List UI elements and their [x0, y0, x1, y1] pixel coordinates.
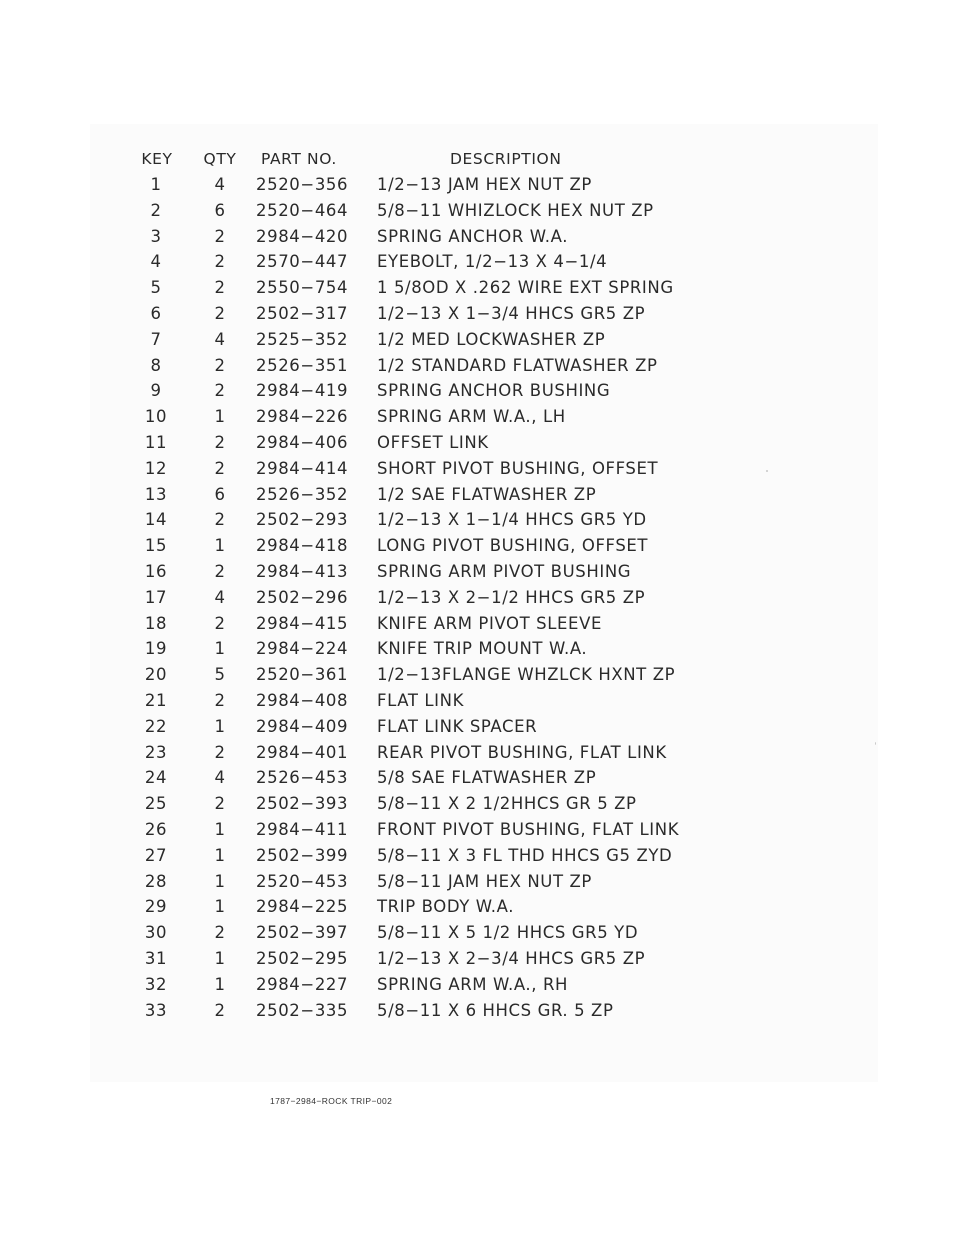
row-key: 5 [150, 278, 162, 298]
row-qty: 5 [214, 665, 226, 685]
table-row [0, 249, 954, 275]
row-part-no: 2984−406 [256, 433, 349, 452]
row-qty: 4 [214, 768, 226, 788]
table-header-row [0, 146, 954, 172]
table-row [0, 404, 954, 430]
row-qty: 1 [214, 820, 226, 839]
row-key: 20 [144, 665, 168, 685]
row-part-no: 2984−419 [256, 381, 349, 401]
row-key: 23 [144, 742, 168, 762]
table-row [0, 791, 954, 817]
row-qty: 1 [214, 897, 226, 917]
row-description: SHORT PIVOT BUSHING, OFFSET [377, 458, 659, 478]
table-row [0, 688, 954, 714]
row-qty: 2 [214, 226, 226, 246]
row-qty: 1 [214, 974, 226, 994]
row-key: 26 [144, 820, 168, 839]
row-key: 18 [144, 613, 168, 633]
row-part-no: 2525−352 [256, 329, 349, 349]
row-key: 24 [144, 768, 168, 788]
table-row [0, 636, 954, 662]
row-description: 1 5/8OD X .262 WIRE EXT SPRING [377, 278, 674, 298]
row-key: 14 [144, 510, 168, 530]
row-description: 5/8−11 WHIZLOCK HEX NUT ZP [377, 200, 654, 220]
row-qty: 2 [214, 742, 226, 762]
drawing-code: 1787−2984−ROCK TRIP−002 [270, 1096, 393, 1106]
row-part-no: 2984−415 [256, 613, 349, 633]
header-part-no: PART NO. [261, 150, 337, 168]
row-key: 22 [144, 716, 168, 736]
table-row [0, 430, 954, 456]
table-row [0, 611, 954, 637]
table-row [0, 740, 954, 766]
row-description: 5/8−11 X 2 1/2HHCS GR 5 ZP [377, 794, 637, 814]
row-key: 13 [144, 484, 168, 504]
scan-speck [766, 470, 768, 472]
row-part-no: 2984−401 [256, 742, 349, 762]
table-row [0, 894, 954, 920]
table-row [0, 507, 954, 533]
row-part-no: 2526−352 [256, 484, 349, 504]
row-part-no: 2550−754 [256, 278, 349, 298]
row-qty: 4 [214, 329, 226, 349]
row-qty: 1 [214, 949, 226, 968]
row-key: 16 [144, 562, 168, 581]
row-description: LONG PIVOT BUSHING, OFFSET [377, 536, 649, 556]
row-key: 2 [150, 200, 162, 220]
row-description: REAR PIVOT BUSHING, FLAT LINK [377, 742, 667, 762]
table-row [0, 456, 954, 482]
row-key: 28 [144, 871, 168, 891]
row-description: 5/8−11 X 5 1/2 HHCS GR5 YD [377, 923, 639, 943]
table-row [0, 843, 954, 869]
row-qty: 1 [214, 716, 226, 736]
row-qty: 2 [214, 278, 226, 298]
row-qty: 2 [214, 458, 226, 478]
header-key: KEY [141, 150, 173, 168]
row-description: 1/2−13 X 2−1/2 HHCS GR5 ZP [377, 587, 646, 607]
table-row [0, 869, 954, 895]
row-part-no: 2520−453 [256, 871, 349, 891]
row-description: SPRING ARM W.A., RH [377, 974, 569, 994]
row-part-no: 2984−226 [256, 407, 349, 427]
row-part-no: 2502−335 [256, 1000, 349, 1020]
row-description: 5/8−11 X 6 HHCS GR. 5 ZP [377, 1000, 614, 1020]
table-row [0, 482, 954, 508]
row-qty: 1 [214, 536, 226, 556]
row-key: 8 [150, 355, 162, 375]
row-key: 33 [144, 1000, 168, 1020]
row-part-no: 2984−418 [256, 536, 349, 556]
row-description: SPRING ARM W.A., LH [377, 407, 566, 427]
table-row [0, 998, 954, 1024]
row-qty: 6 [214, 200, 226, 220]
table-row [0, 172, 954, 198]
row-description: FLAT LINK SPACER [377, 716, 538, 736]
scan-speck [875, 742, 876, 745]
row-description: 1/2−13 X 2−3/4 HHCS GR5 ZP [377, 949, 646, 968]
table-row [0, 765, 954, 791]
row-part-no: 2502−317 [256, 304, 349, 323]
header-description: DESCRIPTION [450, 150, 562, 168]
row-part-no: 2570−447 [256, 252, 349, 272]
row-part-no: 2984−408 [256, 691, 349, 710]
table-row [0, 946, 954, 972]
row-description: 5/8−11 X 3 FL THD HHCS G5 ZYD [377, 845, 673, 865]
row-qty: 1 [214, 407, 226, 427]
row-part-no: 2520−464 [256, 200, 349, 220]
row-description: 5/8 SAE FLATWASHER ZP [377, 768, 597, 788]
table-row [0, 920, 954, 946]
row-description: SPRING ANCHOR W.A. [377, 226, 569, 246]
row-qty: 2 [214, 433, 226, 452]
row-key: 10 [144, 407, 168, 427]
row-qty: 4 [214, 587, 226, 607]
table-row [0, 378, 954, 404]
table-row [0, 275, 954, 301]
row-part-no: 2984−409 [256, 716, 349, 736]
row-part-no: 2502−296 [256, 587, 349, 607]
row-qty: 4 [214, 175, 226, 194]
row-description: SPRING ANCHOR BUSHING [377, 381, 611, 401]
header-qty: QTY [203, 150, 237, 168]
row-qty: 2 [214, 562, 226, 581]
row-description: KNIFE TRIP MOUNT W.A. [377, 639, 588, 659]
row-part-no: 2984−411 [256, 820, 349, 839]
row-part-no: 2984−413 [256, 562, 349, 581]
row-qty: 1 [214, 639, 226, 659]
row-description: 1/2−13 X 1−3/4 HHCS GR5 ZP [377, 304, 646, 323]
row-qty: 2 [214, 923, 226, 943]
row-qty: 2 [214, 1000, 226, 1020]
table-row [0, 224, 954, 250]
row-part-no: 2502−293 [256, 510, 349, 530]
table-row [0, 301, 954, 327]
row-key: 32 [144, 974, 168, 994]
row-part-no: 2984−225 [256, 897, 349, 917]
row-part-no: 2520−356 [256, 175, 349, 194]
row-description: 1/2 STANDARD FLATWASHER ZP [377, 355, 658, 375]
row-key: 7 [150, 329, 162, 349]
row-qty: 2 [214, 252, 226, 272]
row-key: 30 [144, 923, 168, 943]
table-row [0, 585, 954, 611]
row-qty: 1 [214, 845, 226, 865]
row-qty: 2 [214, 510, 226, 530]
table-row [0, 559, 954, 585]
row-description: 1/2−13 X 1−1/4 HHCS GR5 YD [377, 510, 647, 530]
row-key: 1 [150, 175, 162, 194]
row-key: 3 [150, 226, 162, 246]
row-description: 1/2−13 JAM HEX NUT ZP [377, 175, 592, 194]
row-description: FRONT PIVOT BUSHING, FLAT LINK [377, 820, 680, 839]
table-row [0, 662, 954, 688]
row-part-no: 2502−399 [256, 845, 349, 865]
row-qty: 2 [214, 613, 226, 633]
row-description: EYEBOLT, 1/2−13 X 4−1/4 [377, 252, 608, 272]
row-key: 11 [144, 433, 168, 452]
row-key: 29 [144, 897, 168, 917]
row-key: 31 [144, 949, 168, 968]
row-qty: 6 [214, 484, 226, 504]
table-row [0, 817, 954, 843]
row-part-no: 2984−227 [256, 974, 349, 994]
table-row [0, 327, 954, 353]
row-part-no: 2984−224 [256, 639, 349, 659]
row-description: SPRING ARM PIVOT BUSHING [377, 562, 632, 581]
row-description: OFFSET LINK [377, 433, 489, 452]
row-description: 1/2 SAE FLATWASHER ZP [377, 484, 597, 504]
row-key: 9 [150, 381, 162, 401]
row-qty: 2 [214, 381, 226, 401]
row-part-no: 2984−420 [256, 226, 349, 246]
row-description: 5/8−11 JAM HEX NUT ZP [377, 871, 592, 891]
row-part-no: 2502−397 [256, 923, 349, 943]
row-description: TRIP BODY W.A. [377, 897, 515, 917]
row-key: 12 [144, 458, 168, 478]
row-key: 6 [150, 304, 162, 323]
row-key: 25 [144, 794, 168, 814]
row-part-no: 2526−351 [256, 355, 349, 375]
row-description: KNIFE ARM PIVOT SLEEVE [377, 613, 602, 633]
row-description: 1/2−13FLANGE WHZLCK HXNT ZP [377, 665, 676, 685]
row-part-no: 2526−453 [256, 768, 349, 788]
table-row [0, 353, 954, 379]
row-part-no: 2520−361 [256, 665, 349, 685]
table-row [0, 972, 954, 998]
row-description: FLAT LINK [377, 691, 465, 710]
row-qty: 2 [214, 691, 226, 710]
row-qty: 2 [214, 304, 226, 323]
table-row [0, 198, 954, 224]
row-key: 19 [144, 639, 168, 659]
row-qty: 1 [214, 871, 226, 891]
row-qty: 2 [214, 794, 226, 814]
row-key: 4 [150, 252, 162, 272]
row-part-no: 2502−295 [256, 949, 349, 968]
row-part-no: 2502−393 [256, 794, 349, 814]
row-description: 1/2 MED LOCKWASHER ZP [377, 329, 606, 349]
row-key: 15 [144, 536, 168, 556]
row-qty: 2 [214, 355, 226, 375]
row-key: 17 [144, 587, 168, 607]
table-row [0, 533, 954, 559]
row-part-no: 2984−414 [256, 458, 349, 478]
row-key: 21 [144, 691, 168, 710]
row-key: 27 [144, 845, 168, 865]
table-row [0, 714, 954, 740]
